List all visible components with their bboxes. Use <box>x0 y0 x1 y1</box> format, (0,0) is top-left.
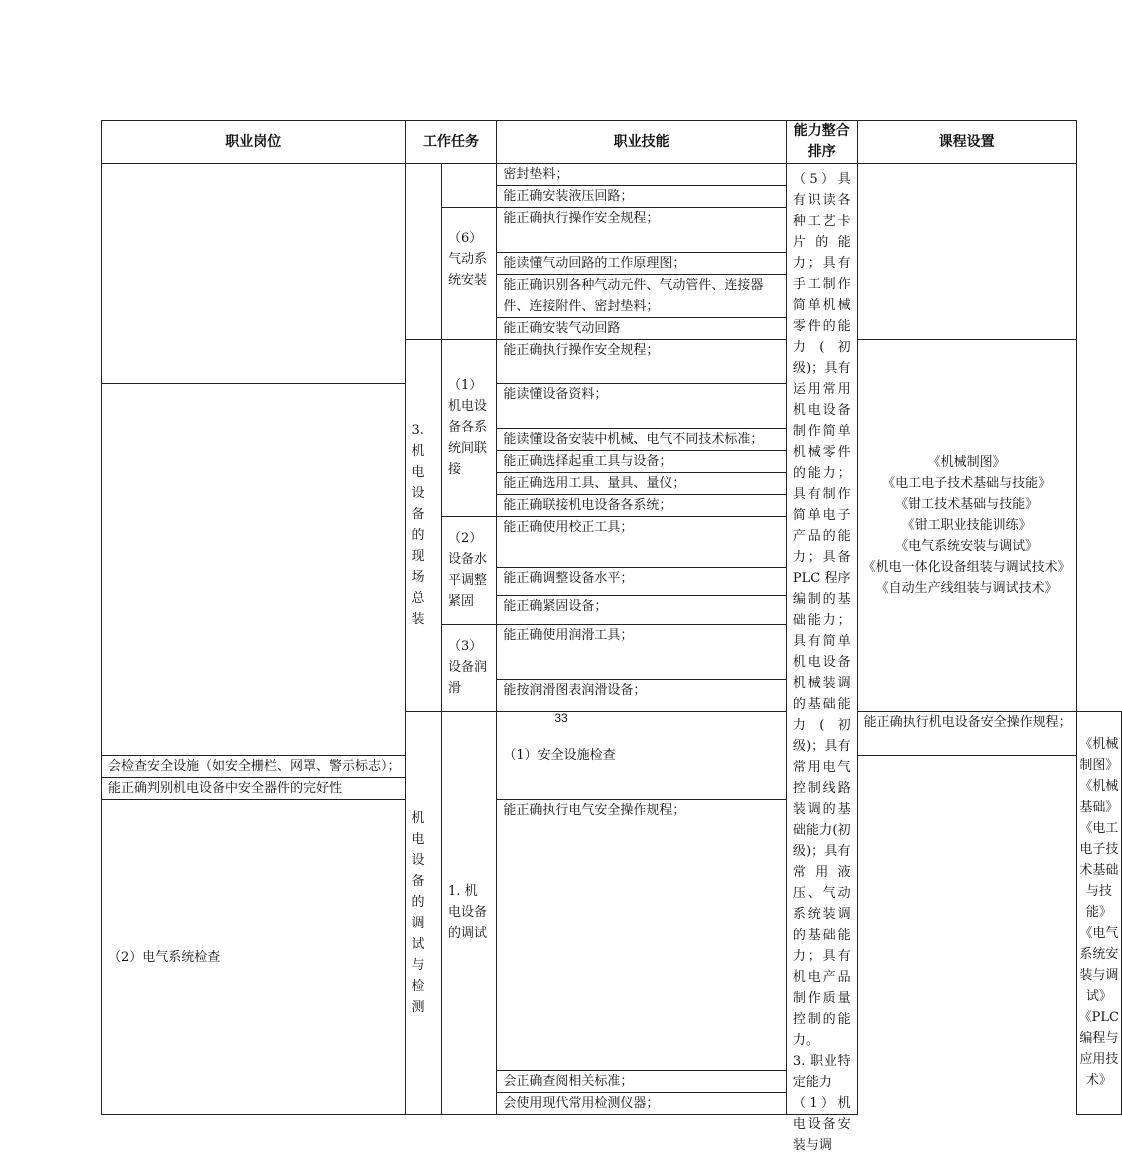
subtask-cell: （3）设备润滑 <box>442 624 497 711</box>
skill-cell: 能按润滑图表润滑设备； <box>497 679 786 711</box>
skill-cell: 能正确使用润滑工具； <box>497 624 786 679</box>
skill-cell: 能正确判别机电设备中安全器件的完好性 <box>102 778 406 800</box>
course-item: 《机械基础》 <box>1079 779 1119 816</box>
skill-cell: 会检查安全设施（如安全栅栏、网罩、警示标志）； <box>102 756 406 778</box>
subtask-cell: （2）电气系统检查 <box>102 800 406 1115</box>
header-post: 职业岗位 <box>102 121 406 164</box>
subtask-cell: （6）气动系统安装 <box>442 208 497 340</box>
skill-cell: 能读懂设备安装中机械、电气不同技术标准； <box>497 429 786 451</box>
subtask-cell: （2）设备水平调整紧固 <box>442 517 497 625</box>
course-item: 《机械制图》 <box>927 454 1006 470</box>
subtask-cell-empty <box>442 164 497 208</box>
skill-cell: 能正确执行操作安全规程； <box>497 208 786 253</box>
course-item: 《电气系统安装与调试》 <box>1079 926 1119 1005</box>
skill-cell: 能正确使用校正工具； <box>497 517 786 568</box>
task-cell-empty <box>405 164 442 340</box>
table-row <box>102 800 1122 1071</box>
task-cell: 1. 机电设备的调试 <box>442 711 497 1114</box>
post-cell: 机电设备的调试与检测 <box>405 711 442 1114</box>
curriculum-table <box>101 120 1122 1153</box>
post-cell-empty <box>102 384 406 756</box>
subtask-cell: （1）安全设施检查 <box>497 711 786 800</box>
post-cell-empty <box>102 164 406 384</box>
page-number: 33 <box>554 711 568 725</box>
skill-cell: 能正确安装液压回路； <box>497 186 786 208</box>
course-item: 《机电一体化设备组装与调试技术》 <box>862 559 1071 575</box>
skill-cell: 能正确执行电气安全操作规程； <box>497 800 786 1071</box>
course-item: 《PLC编程与应用技术》 <box>1078 1010 1119 1089</box>
ability-paragraph: （5）具有识读各种工艺卡片的能力；具有手工制作简单机械零件的能力(初级)；具有运用常用机电设备制作简单机械零件的能力；具有制作简单电子产品的能力；具备 PLC 程序编制的基础能力；具有简单机电设备机械装调的基础能力(初级)；具有常用电气控制线路装调的基础能力(初级)；具有常用液压、气动系统装调的基础能力；具有机电产品制作质量控制的能力。 <box>792 172 851 1048</box>
task-cell: 3. 机电设备的现场总装 <box>405 339 442 711</box>
course-item: 《钳工技术基础与技能》 <box>895 496 1039 512</box>
skill-cell: 能正确调整设备水平； <box>497 568 786 596</box>
skill-cell: 能正确安装气动回路 <box>497 317 786 339</box>
skill-cell: 能正确执行操作安全规程； <box>497 339 786 384</box>
table-header-row <box>102 121 1122 164</box>
ability-continued: （1）机电设备安装与调 <box>792 1096 851 1153</box>
course-item: 《电工电子技术基础与技能》 <box>1079 821 1119 921</box>
table-row <box>102 164 1122 186</box>
subtask-cell: （1）机电设备各系统间联接 <box>442 339 497 516</box>
skill-cell: 能正确紧固设备； <box>497 596 786 624</box>
course-item: 《电气系统安装与调试》 <box>895 538 1039 554</box>
header-course: 课程设置 <box>857 121 1076 164</box>
skill-cell: 能正确识别各种气动元件、气动管件、连接器件、连接附件、密封垫料； <box>497 274 786 317</box>
skill-cell: 会使用现代常用检测仪器； <box>497 1093 786 1115</box>
header-skill: 职业技能 <box>497 121 786 164</box>
course-cell <box>1076 711 1121 1114</box>
ability-cell <box>786 164 857 1153</box>
skill-cell: 能读懂设备资料； <box>497 384 786 429</box>
course-cell <box>857 339 1076 711</box>
skill-cell: 能正确选用工具、量具、量仪； <box>497 473 786 495</box>
skill-cell: 能正确联接机电设备各系统； <box>497 495 786 517</box>
skill-cell: 会正确查阅相关标准； <box>497 1071 786 1093</box>
course-item: 《钳工职业技能训练》 <box>901 517 1032 533</box>
course-cell-empty <box>857 164 1076 340</box>
skill-cell: 能正确选择起重工具与设备； <box>497 451 786 473</box>
course-item: 《自动生产线组装与调试技术》 <box>875 580 1058 596</box>
skill-cell: 能正确执行机电设备安全操作规程； <box>857 711 1076 756</box>
ability-heading: 3. 职业特定能力 <box>792 1054 851 1090</box>
skill-cell: 能读懂气动回路的工作原理图； <box>497 252 786 274</box>
header-ability: 能力整合排序 <box>786 121 857 164</box>
course-item: 《机械制图》 <box>1079 737 1119 774</box>
skill-cell: 密封垫料； <box>497 164 786 186</box>
course-item: 《电工电子技术基础与技能》 <box>882 475 1052 491</box>
header-task: 工作任务 <box>405 121 497 164</box>
